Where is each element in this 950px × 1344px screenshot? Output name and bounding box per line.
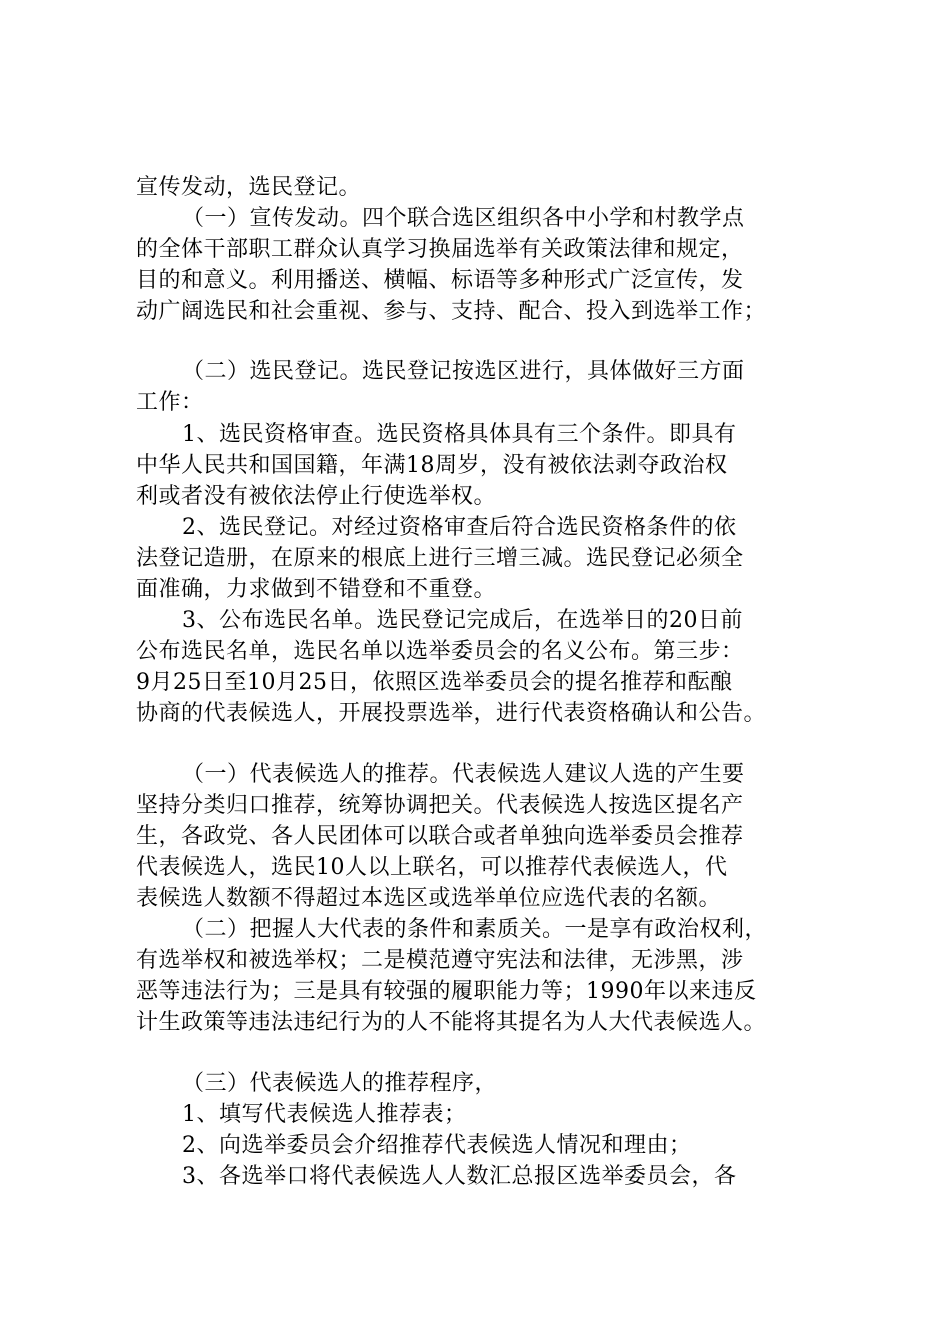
text-line: 代表候选人，选民10人以上联名，可以推荐代表候选人，代 bbox=[136, 855, 728, 880]
text-line: （二）把握人大代表的条件和素质关。一是享有政治权利， bbox=[182, 917, 768, 942]
text-line: 2、选民登记。对经过资格审查后符合选民资格条件的依 bbox=[182, 515, 737, 540]
text-line: （三）代表候选人的推荐程序， bbox=[182, 1071, 498, 1096]
text-line: 目的和意义。利用播送、横幅、标语等多种形式广泛宣传，发 bbox=[136, 268, 744, 293]
text-line: 的全体干部职工群众认真学习换届选举有关政策法律和规定， bbox=[136, 237, 744, 262]
text-line: 动广阔选民和社会重视、参与、支持、配合、投入到选举工作； bbox=[136, 299, 767, 324]
text-line: 3、各选举口将代表候选人人数汇总报区选举委员会，各 bbox=[182, 1164, 737, 1189]
text-line: 工作： bbox=[136, 390, 204, 415]
text-line: （一）代表候选人的推荐。代表候选人建议人选的产生要 bbox=[182, 762, 745, 787]
text-line: （一）宣传发动。四个联合选区组织各中小学和村教学点 bbox=[182, 206, 745, 231]
text-line: 1、选民资格审查。选民资格具体具有三个条件。即具有 bbox=[182, 422, 737, 447]
text-line: 9月25日至10月25日，依照区选举委员会的提名推荐和酝酿 bbox=[136, 670, 733, 695]
text-line: 表候选人数额不得超过本选区或选举单位应选代表的名额。 bbox=[136, 886, 722, 911]
text-line: 生，各政党、各人民团体可以联合或者单独向选举委员会推荐 bbox=[136, 824, 744, 849]
text-line: 面准确，力求做到不错登和不重登。 bbox=[136, 577, 497, 602]
text-line: 恶等违法行为；三是具有较强的履职能力等；1990年以来违反 bbox=[136, 979, 757, 1004]
text-line: 有选举权和被选举权；二是模范遵守宪法和法律，无涉黑，涉 bbox=[136, 948, 744, 973]
text-line: 中华人民共和国国籍，年满18周岁，没有被依法剥夺政治权 bbox=[136, 453, 728, 478]
text-line: 公布选民名单，选民名单以选举委员会的名义公布。第三步： bbox=[136, 639, 744, 664]
text-line: （二）选民登记。选民登记按选区进行，具体做好三方面 bbox=[182, 359, 745, 384]
text-line: 坚持分类归口推荐，统筹协调把关。代表候选人按选区提名产 bbox=[136, 793, 744, 818]
text-line: 法登记造册，在原来的根底上进行三增三减。选民登记必须全 bbox=[136, 546, 744, 571]
text-line: 协商的代表候选人，开展投票选举，进行代表资格确认和公告。 bbox=[136, 701, 767, 726]
text-line: 计生政策等违法违纪行为的人不能将其提名为人大代表候选人。 bbox=[136, 1010, 767, 1035]
text-line: 宣传发动，选民登记。 bbox=[136, 175, 362, 200]
text-line: 2、向选举委员会介绍推荐代表候选人情况和理由； bbox=[182, 1133, 692, 1158]
text-line: 利或者没有被依法停止行使选举权。 bbox=[136, 484, 497, 509]
text-line: 3、公布选民名单。选民登记完成后，在选举日的20日前 bbox=[182, 608, 743, 633]
text-line: 1、填写代表候选人推荐表； bbox=[182, 1102, 467, 1127]
